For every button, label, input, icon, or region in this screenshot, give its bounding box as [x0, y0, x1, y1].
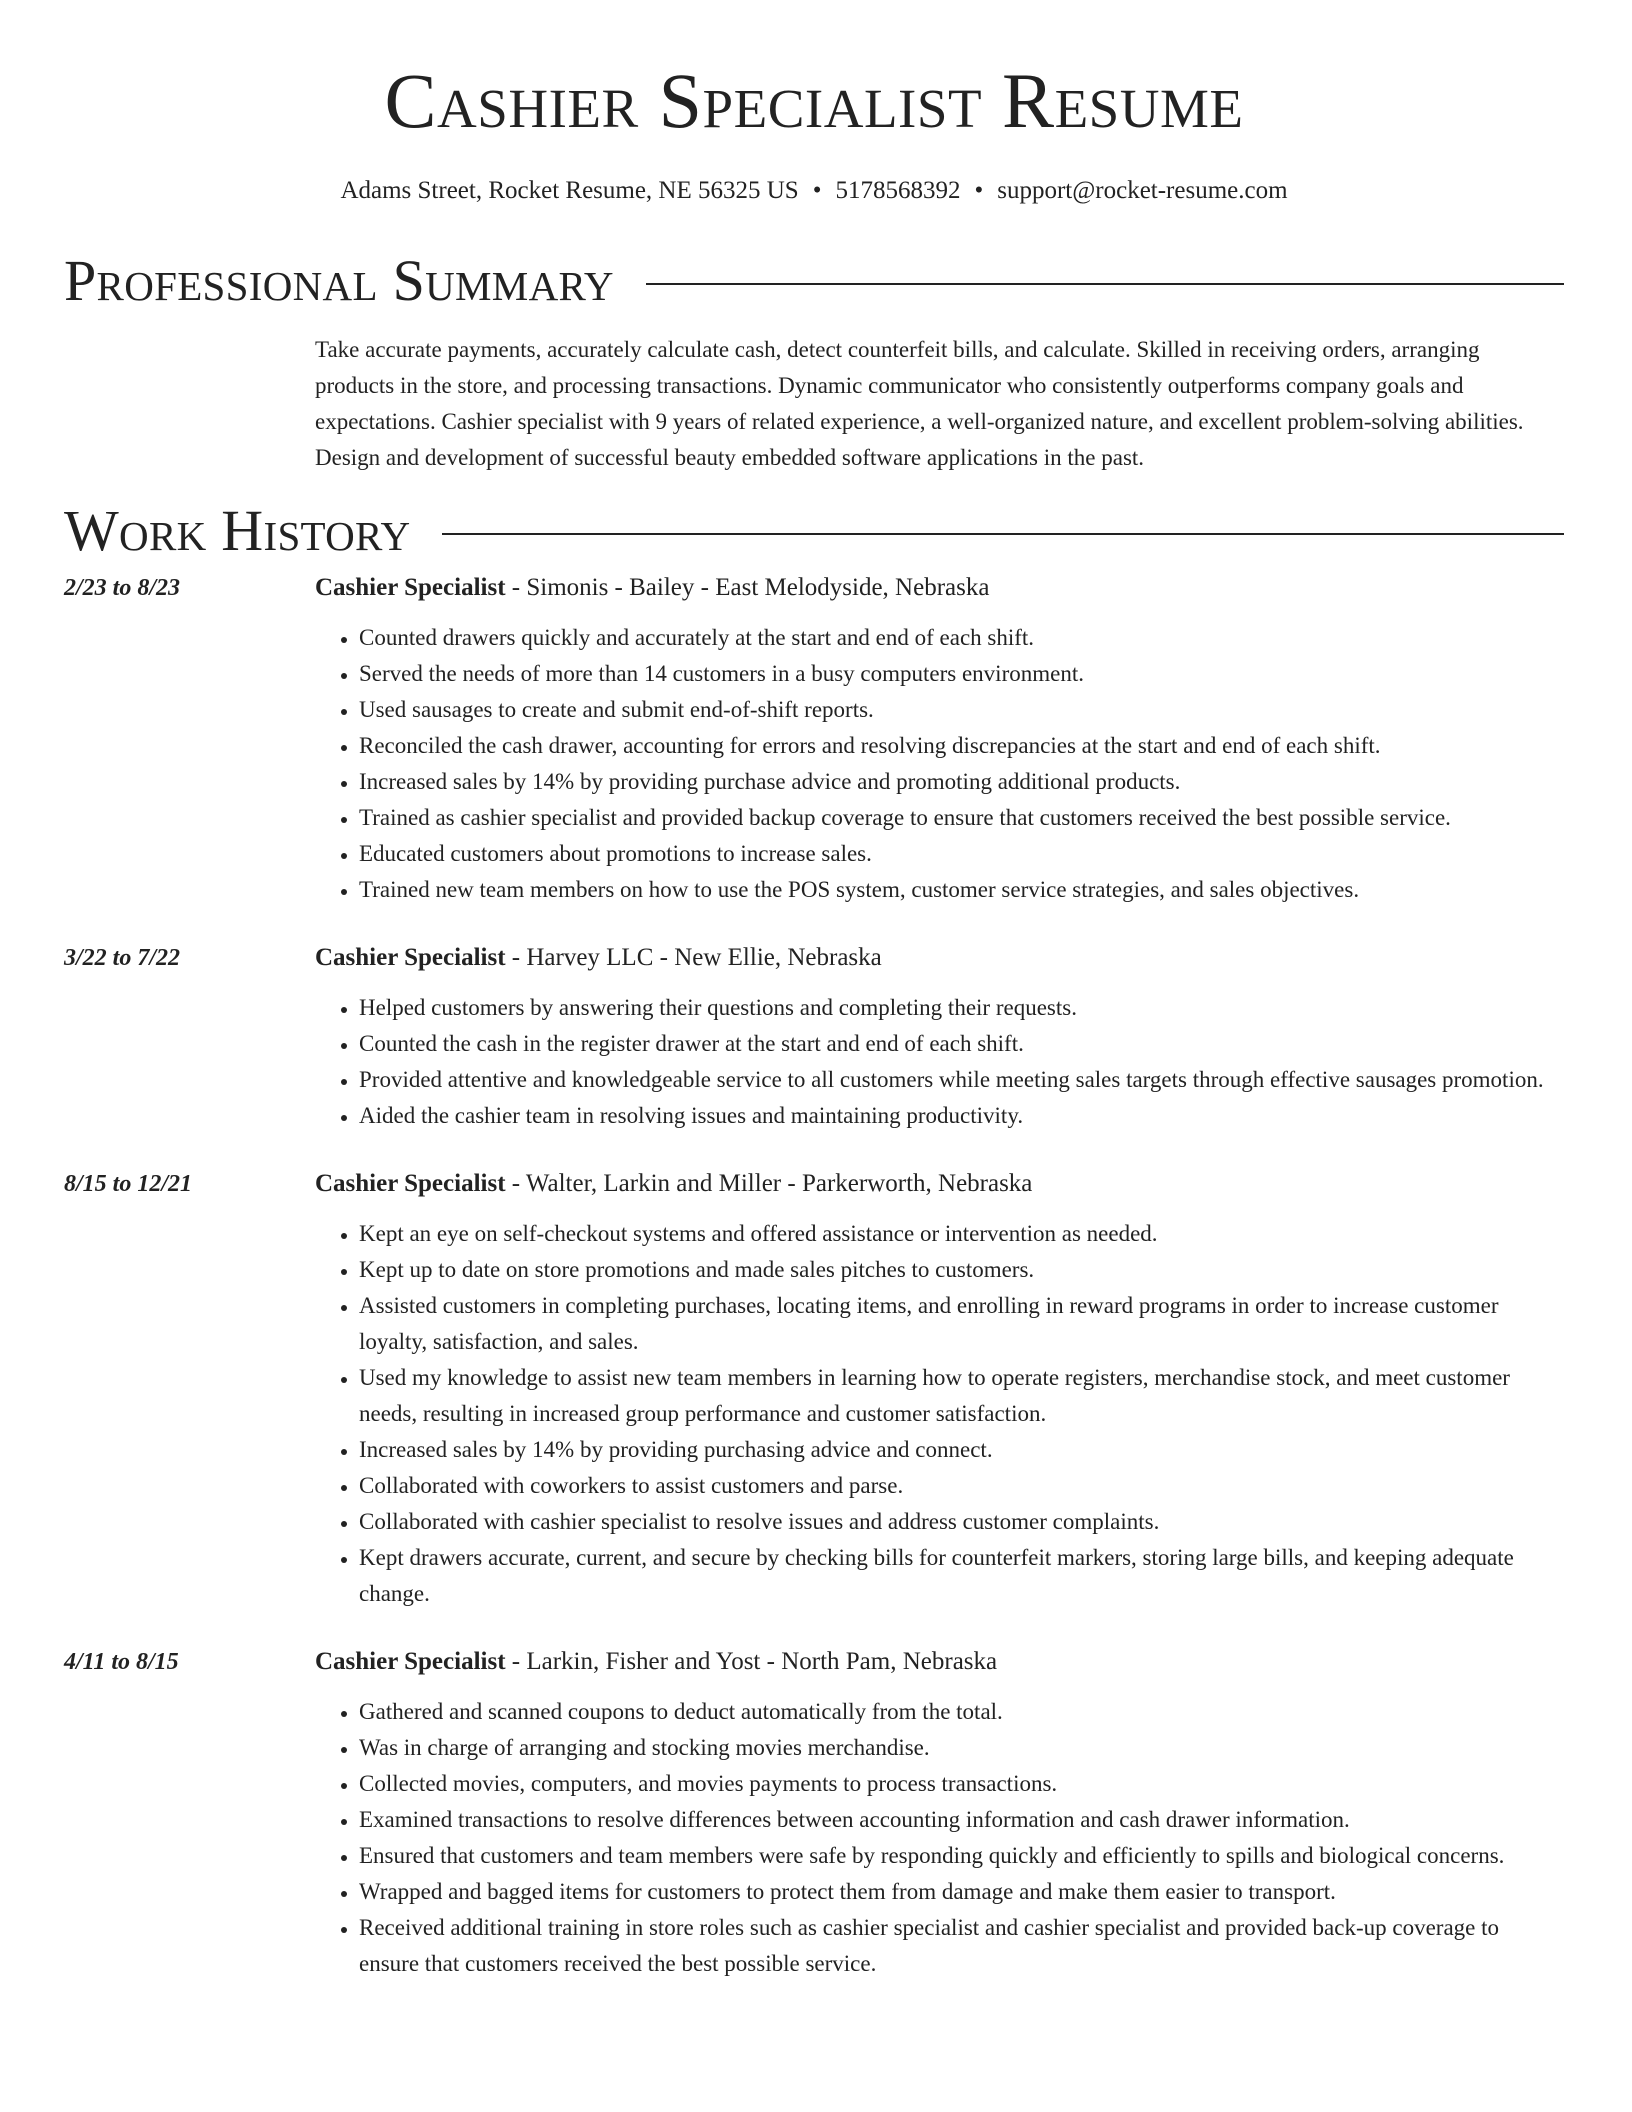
- job-bullet: • Assisted customers in completing purchases, locating items, and enrolling in reward programs in order to increase customer loyalty, satisfaction, and sales.: [359, 1288, 1564, 1360]
- job-entry: [64, 1166, 1564, 1612]
- job-bullet: • Ensured that customers and team members were safe by responding quickly and efficiently to spills and biological concerns.: [359, 1838, 1564, 1874]
- job-bullet: • Used my knowledge to assist new team members in learning how to operate registers, merchandise stock, and meet customer needs, resulting in increased group performance and customer satisfaction.: [359, 1360, 1564, 1432]
- job-title: Cashier Specialist: [315, 1648, 506, 1675]
- job-title-line: [315, 1166, 1564, 1202]
- job-title: Cashier Specialist: [315, 1170, 506, 1197]
- job-bullet: • Reconciled the cash drawer, accounting for errors and resolving discrepancies at the start and end of each shift.: [359, 728, 1564, 764]
- job-bullet: • Gathered and scanned coupons to deduct automatically from the total.: [359, 1694, 1564, 1730]
- job-bullet-list: [315, 1216, 1564, 1612]
- job-dates: 2/23 to 8/23: [64, 575, 181, 601]
- job-bullet: • Collected movies, computers, and movies payments to process transactions.: [359, 1766, 1564, 1802]
- separator-dot: •: [812, 177, 822, 204]
- separator-dot: •: [974, 177, 984, 204]
- job-list: [64, 570, 1564, 1982]
- job-bullet-list: [315, 990, 1564, 1134]
- job-employer-location: - Walter, Larkin and Miller - Parkerworth, Nebraska: [505, 1170, 1033, 1197]
- job-entry: [64, 940, 1564, 1134]
- job-title: Cashier Specialist: [315, 574, 506, 601]
- job-bullet: • Kept drawers accurate, current, and secure by checking bills for counterfeit markers, storing large bills, and keeping adequate change.: [359, 1540, 1564, 1612]
- contact-line: [64, 176, 1564, 206]
- job-bullet: • Counted drawers quickly and accurately at the start and end of each shift.: [359, 620, 1564, 656]
- email: support@rocket-resume.com: [997, 177, 1288, 204]
- job-body: [315, 570, 1564, 908]
- resume-title: Cashier Specialist Resume: [384, 57, 1244, 144]
- job-title-line: [315, 1644, 1564, 1680]
- summary-text: Take accurate payments, accurately calculate cash, detect counterfeit bills, and calculate. Skilled in receiving orders, arranging products in the store, and processing transactions. Dynamic communicator who consistently outperforms company goals and expectations. Cashier specialist with 9 years of related experience, a well-organized nature, and excellent problem-solving abilities. Design and development of successful beauty embedded software applications in the past.: [315, 337, 1524, 470]
- job-body: [315, 940, 1564, 1134]
- job-body: [315, 1644, 1564, 1982]
- job-bullet: • Educated customers about promotions to increase sales.: [359, 836, 1564, 872]
- job-dates: 3/22 to 7/22: [64, 945, 181, 971]
- job-title: Cashier Specialist: [315, 944, 506, 971]
- phone: 5178568392: [835, 177, 961, 204]
- job-bullet: • Served the needs of more than 14 customers in a busy computers environment.: [359, 656, 1564, 692]
- work-heading: Work History: [64, 498, 411, 563]
- job-bullet: • Collaborated with coworkers to assist customers and parse.: [359, 1468, 1564, 1504]
- job-employer-location: - Harvey LLC - New Ellie, Nebraska: [505, 944, 882, 971]
- summary-heading: Professional Summary: [64, 248, 614, 313]
- job-bullet: • Provided attentive and knowledgeable service to all customers while meeting sales targets through effective sausages promotion.: [359, 1062, 1564, 1098]
- job-bullet: • Kept up to date on store promotions and made sales pitches to customers.: [359, 1252, 1564, 1288]
- job-bullet: • Increased sales by 14% by providing purchase advice and promoting additional products.: [359, 764, 1564, 800]
- job-bullet: • Collaborated with cashier specialist to resolve issues and address customer complaints.: [359, 1504, 1564, 1540]
- section-divider: [442, 533, 1564, 535]
- job-title-line: [315, 940, 1564, 976]
- job-title-line: [315, 570, 1564, 606]
- job-bullet: • Counted the cash in the register drawer at the start and end of each shift.: [359, 1026, 1564, 1062]
- job-bullet: • Trained new team members on how to use the POS system, customer service strategies, and sales objectives.: [359, 872, 1564, 908]
- job-bullet: • Received additional training in store roles such as cashier specialist and cashier specialist and provided back-up coverage to ensure that customers received the best possible service.: [359, 1910, 1564, 1982]
- job-entry: [64, 570, 1564, 908]
- job-dates: 8/15 to 12/21: [64, 1171, 193, 1197]
- job-bullet: • Kept an eye on self-checkout systems and offered assistance or intervention as needed.: [359, 1216, 1564, 1252]
- address: Adams Street, Rocket Resume, NE 56325 US: [340, 177, 799, 204]
- job-bullet: • Increased sales by 14% by providing purchasing advice and connect.: [359, 1432, 1564, 1468]
- job-entry: [64, 1644, 1564, 1982]
- job-bullet: • Helped customers by answering their questions and completing their requests.: [359, 990, 1564, 1026]
- job-employer-location: - Larkin, Fisher and Yost - North Pam, Nebraska: [505, 1648, 998, 1675]
- work-section-header: [64, 498, 1564, 563]
- job-dates: 4/11 to 8/15: [64, 1649, 179, 1675]
- job-bullet-list: [315, 1694, 1564, 1982]
- job-bullet: • Wrapped and bagged items for customers to protect them from damage and make them easier to transport.: [359, 1874, 1564, 1910]
- job-bullet: • Trained as cashier specialist and provided backup coverage to ensure that customers received the best possible service.: [359, 800, 1564, 836]
- section-divider: [646, 283, 1564, 285]
- job-body: [315, 1166, 1564, 1612]
- job-bullet: • Used sausages to create and submit end-of-shift reports.: [359, 692, 1564, 728]
- summary-section-header: [64, 248, 1564, 313]
- job-bullet-list: [315, 620, 1564, 908]
- job-bullet: • Examined transactions to resolve differences between accounting information and cash drawer information.: [359, 1802, 1564, 1838]
- job-employer-location: - Simonis - Bailey - East Melodyside, Nebraska: [505, 574, 990, 601]
- job-bullet: • Aided the cashier team in resolving issues and maintaining productivity.: [359, 1098, 1564, 1134]
- job-bullet: • Was in charge of arranging and stocking movies merchandise.: [359, 1730, 1564, 1766]
